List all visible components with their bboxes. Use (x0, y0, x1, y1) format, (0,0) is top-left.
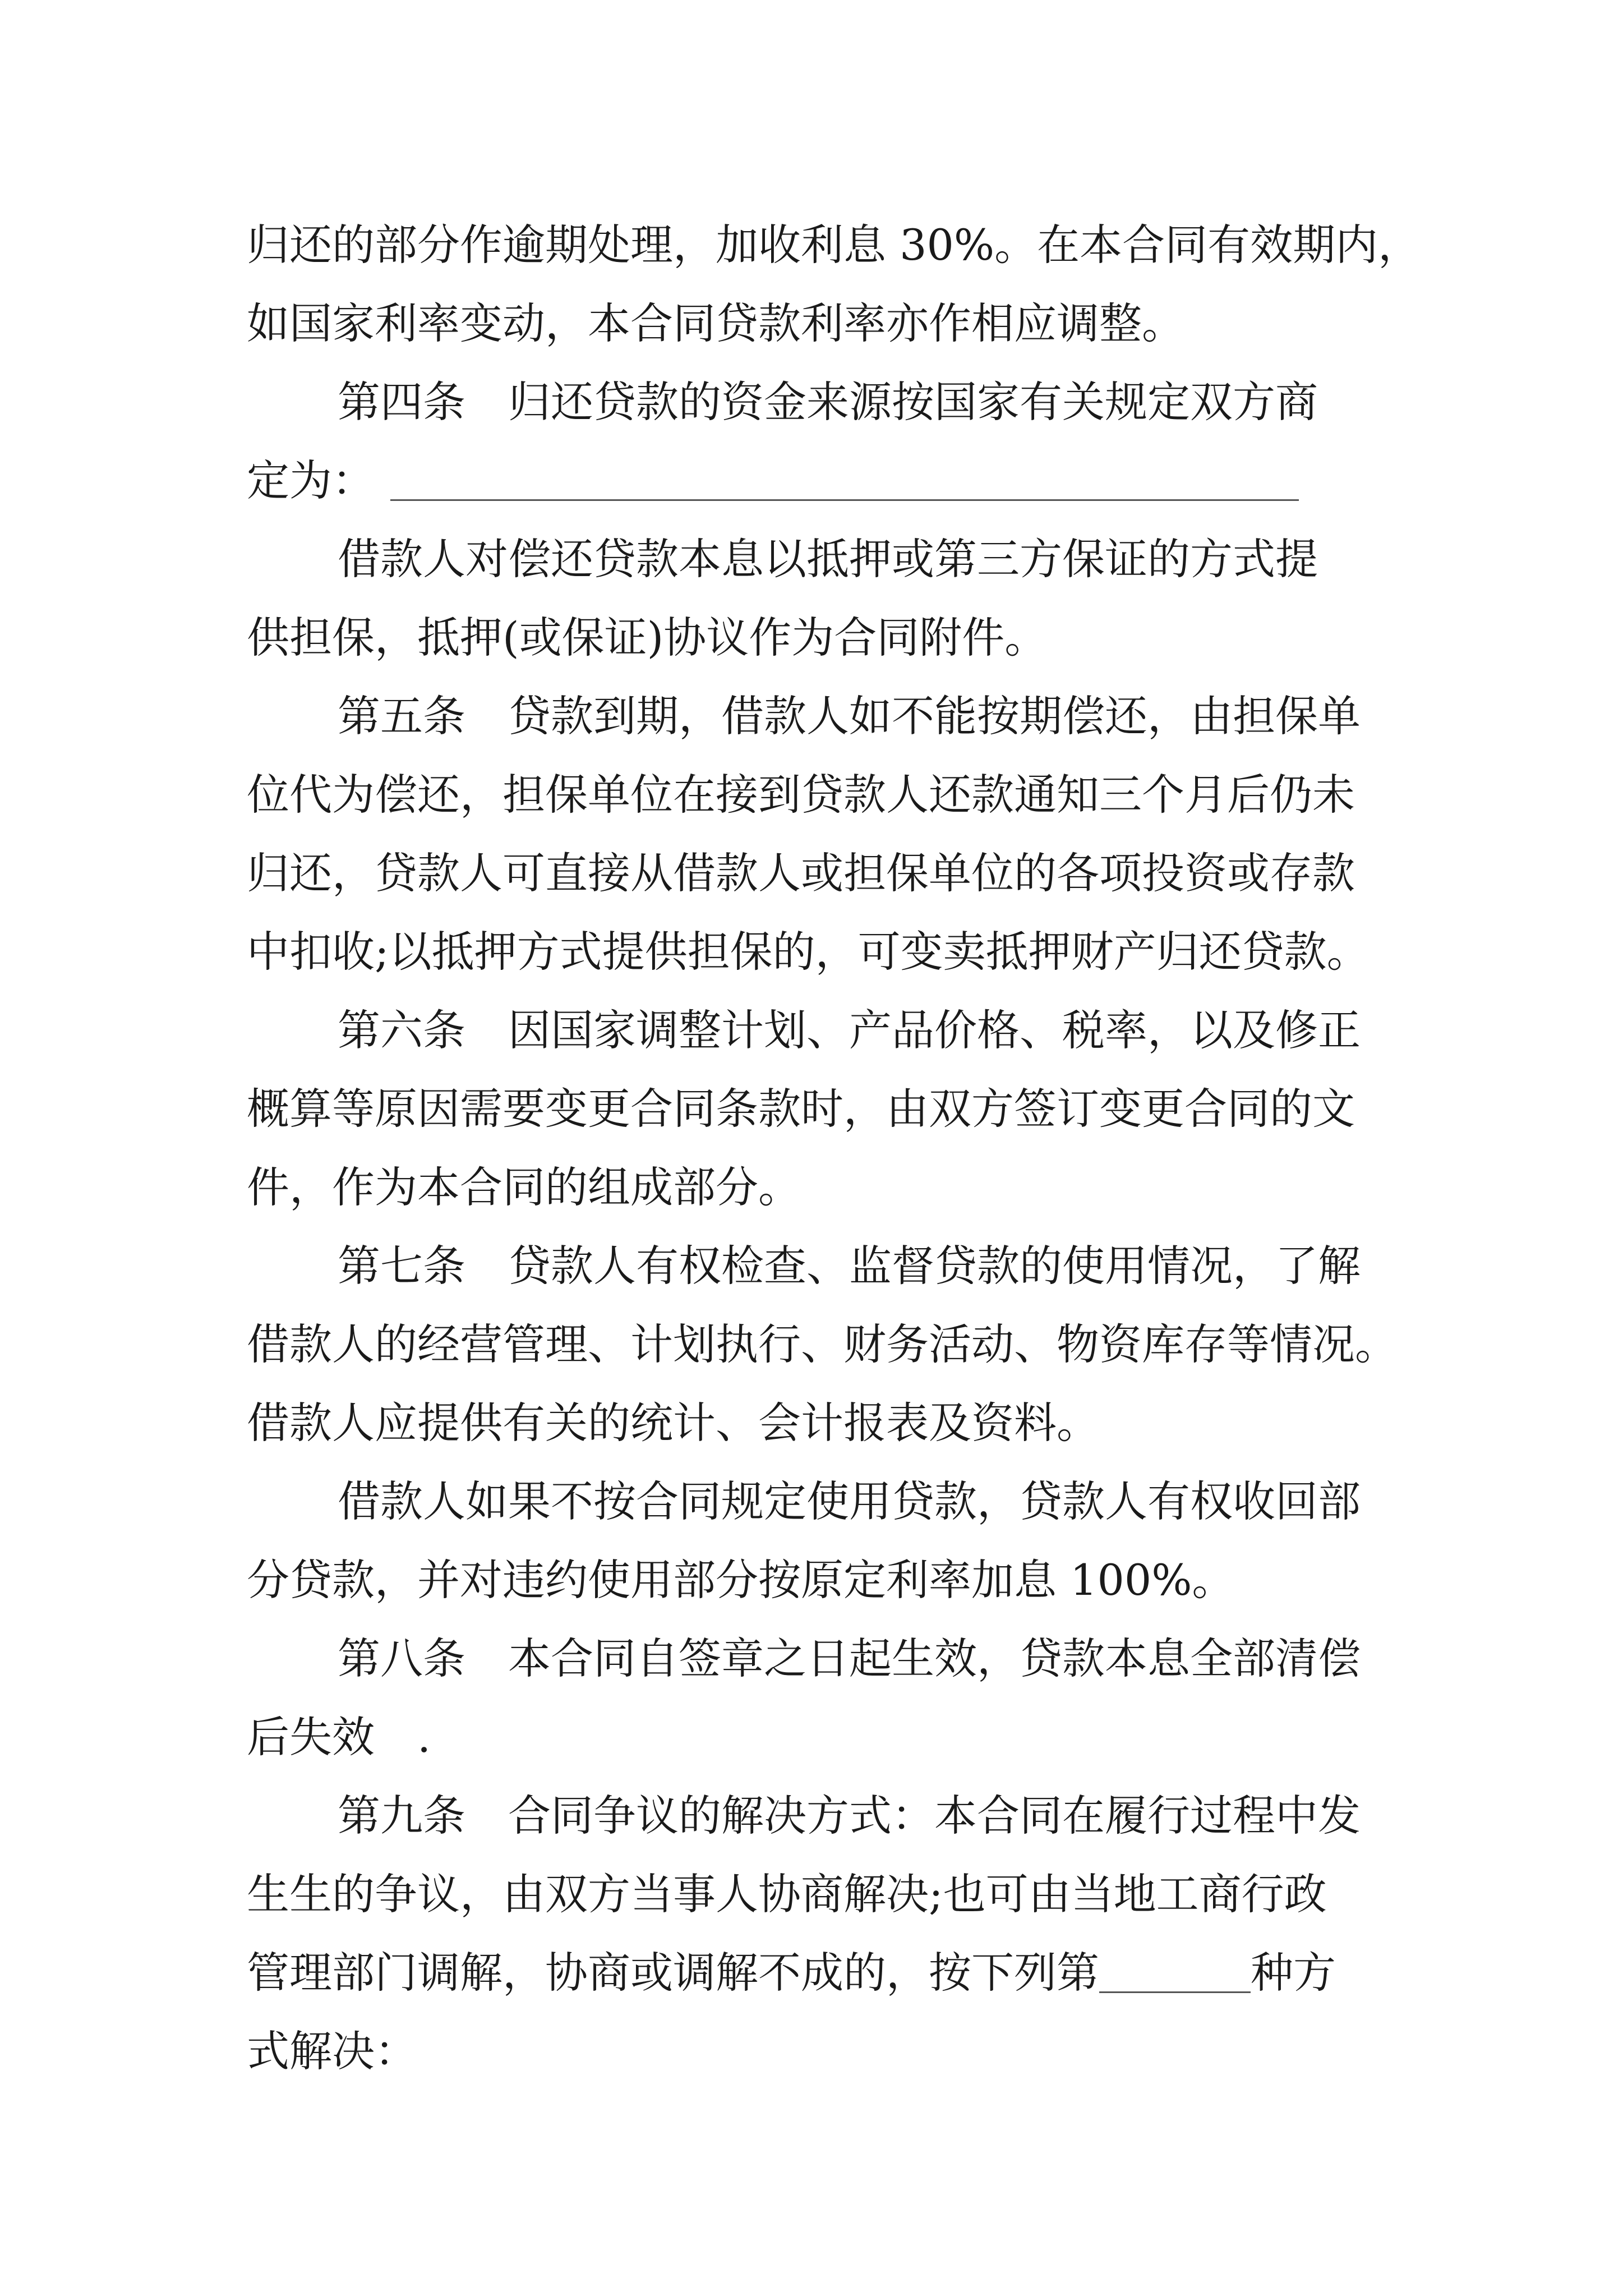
text-line: 位代为偿还，担保单位在接到贷款人还款通知三个月后仍未 (247, 770, 1355, 820)
article-8-heading-line: 第八条 本合同自签章之日起生效，贷款本息全部清偿 (338, 1634, 1361, 1683)
article-5-heading-line: 第五条 贷款到期，借款人如不能按期偿还，由担保单 (338, 691, 1361, 741)
text-line: 供担保，抵押(或保证)协议作为合同附件。 (247, 613, 1048, 662)
text-line: 式解决： (247, 2026, 417, 2076)
text-line: 生生的争议，由双方当事人协商解决;也可由当地工商行政 (247, 1869, 1327, 1919)
text-line: 借款人应提供有关的统计、会计报表及资料。 (247, 1398, 1099, 1448)
article-7-heading-line: 第七条 贷款人有权检查、监督贷款的使用情况，了解 (338, 1241, 1361, 1291)
fill-in-blank[interactable] (390, 457, 1299, 501)
article-9-heading-line: 第九条 合同争议的解决方式：本合同在履行过程中发 (338, 1791, 1361, 1841)
text-line: 借款人的经营管理、计划执行、财务活动、物资库存等情况。 (247, 1319, 1398, 1369)
text-line: 如国家利率变动，本合同贷款利率亦作相应调整。 (247, 298, 1184, 348)
fill-in-blank[interactable] (1099, 1949, 1251, 1993)
paragraph-start-line: 借款人对偿还贷款本息以抵押或第三方保证的方式提 (338, 534, 1318, 584)
article-6-heading-line: 第六条 因国家调整计划、产品价格、税率，以及修正 (338, 1005, 1361, 1055)
text-line: 概算等原因需要变更合同条款时，由双方签订变更合同的文 (247, 1084, 1355, 1134)
text-fragment: 定为： (247, 455, 375, 505)
article-4-heading-line: 第四条 归还贷款的资金来源按国家有关规定双方商 (338, 377, 1318, 427)
fill-in-line (247, 450, 1299, 512)
paragraph-start-line: 借款人如果不按合同规定使用贷款，贷款人有权收回部 (338, 1476, 1361, 1526)
text-fragment: 种方 (1251, 1948, 1336, 1998)
text-line: 分贷款，并对违约使用部分按原定利率加息 100%。 (247, 1555, 1235, 1605)
text-line: 归还，贷款人可直接从借款人或担保单位的各项投资或存款 (247, 848, 1355, 898)
text-line: 件，作为本合同的组成部分。 (247, 1162, 801, 1212)
text-line: 归还的部分作逾期处理，加收利息 30%。在本合同有效期内， (247, 220, 1421, 270)
fill-in-line (247, 1942, 1336, 2004)
text-line: 中扣收;以抵押方式提供担保的，可变卖抵押财产归还贷款。 (247, 927, 1370, 977)
text-line: 后失效 . (247, 1712, 431, 1762)
text-fragment: 管理部门调解，协商或调解不成的，按下列第 (247, 1948, 1099, 1998)
